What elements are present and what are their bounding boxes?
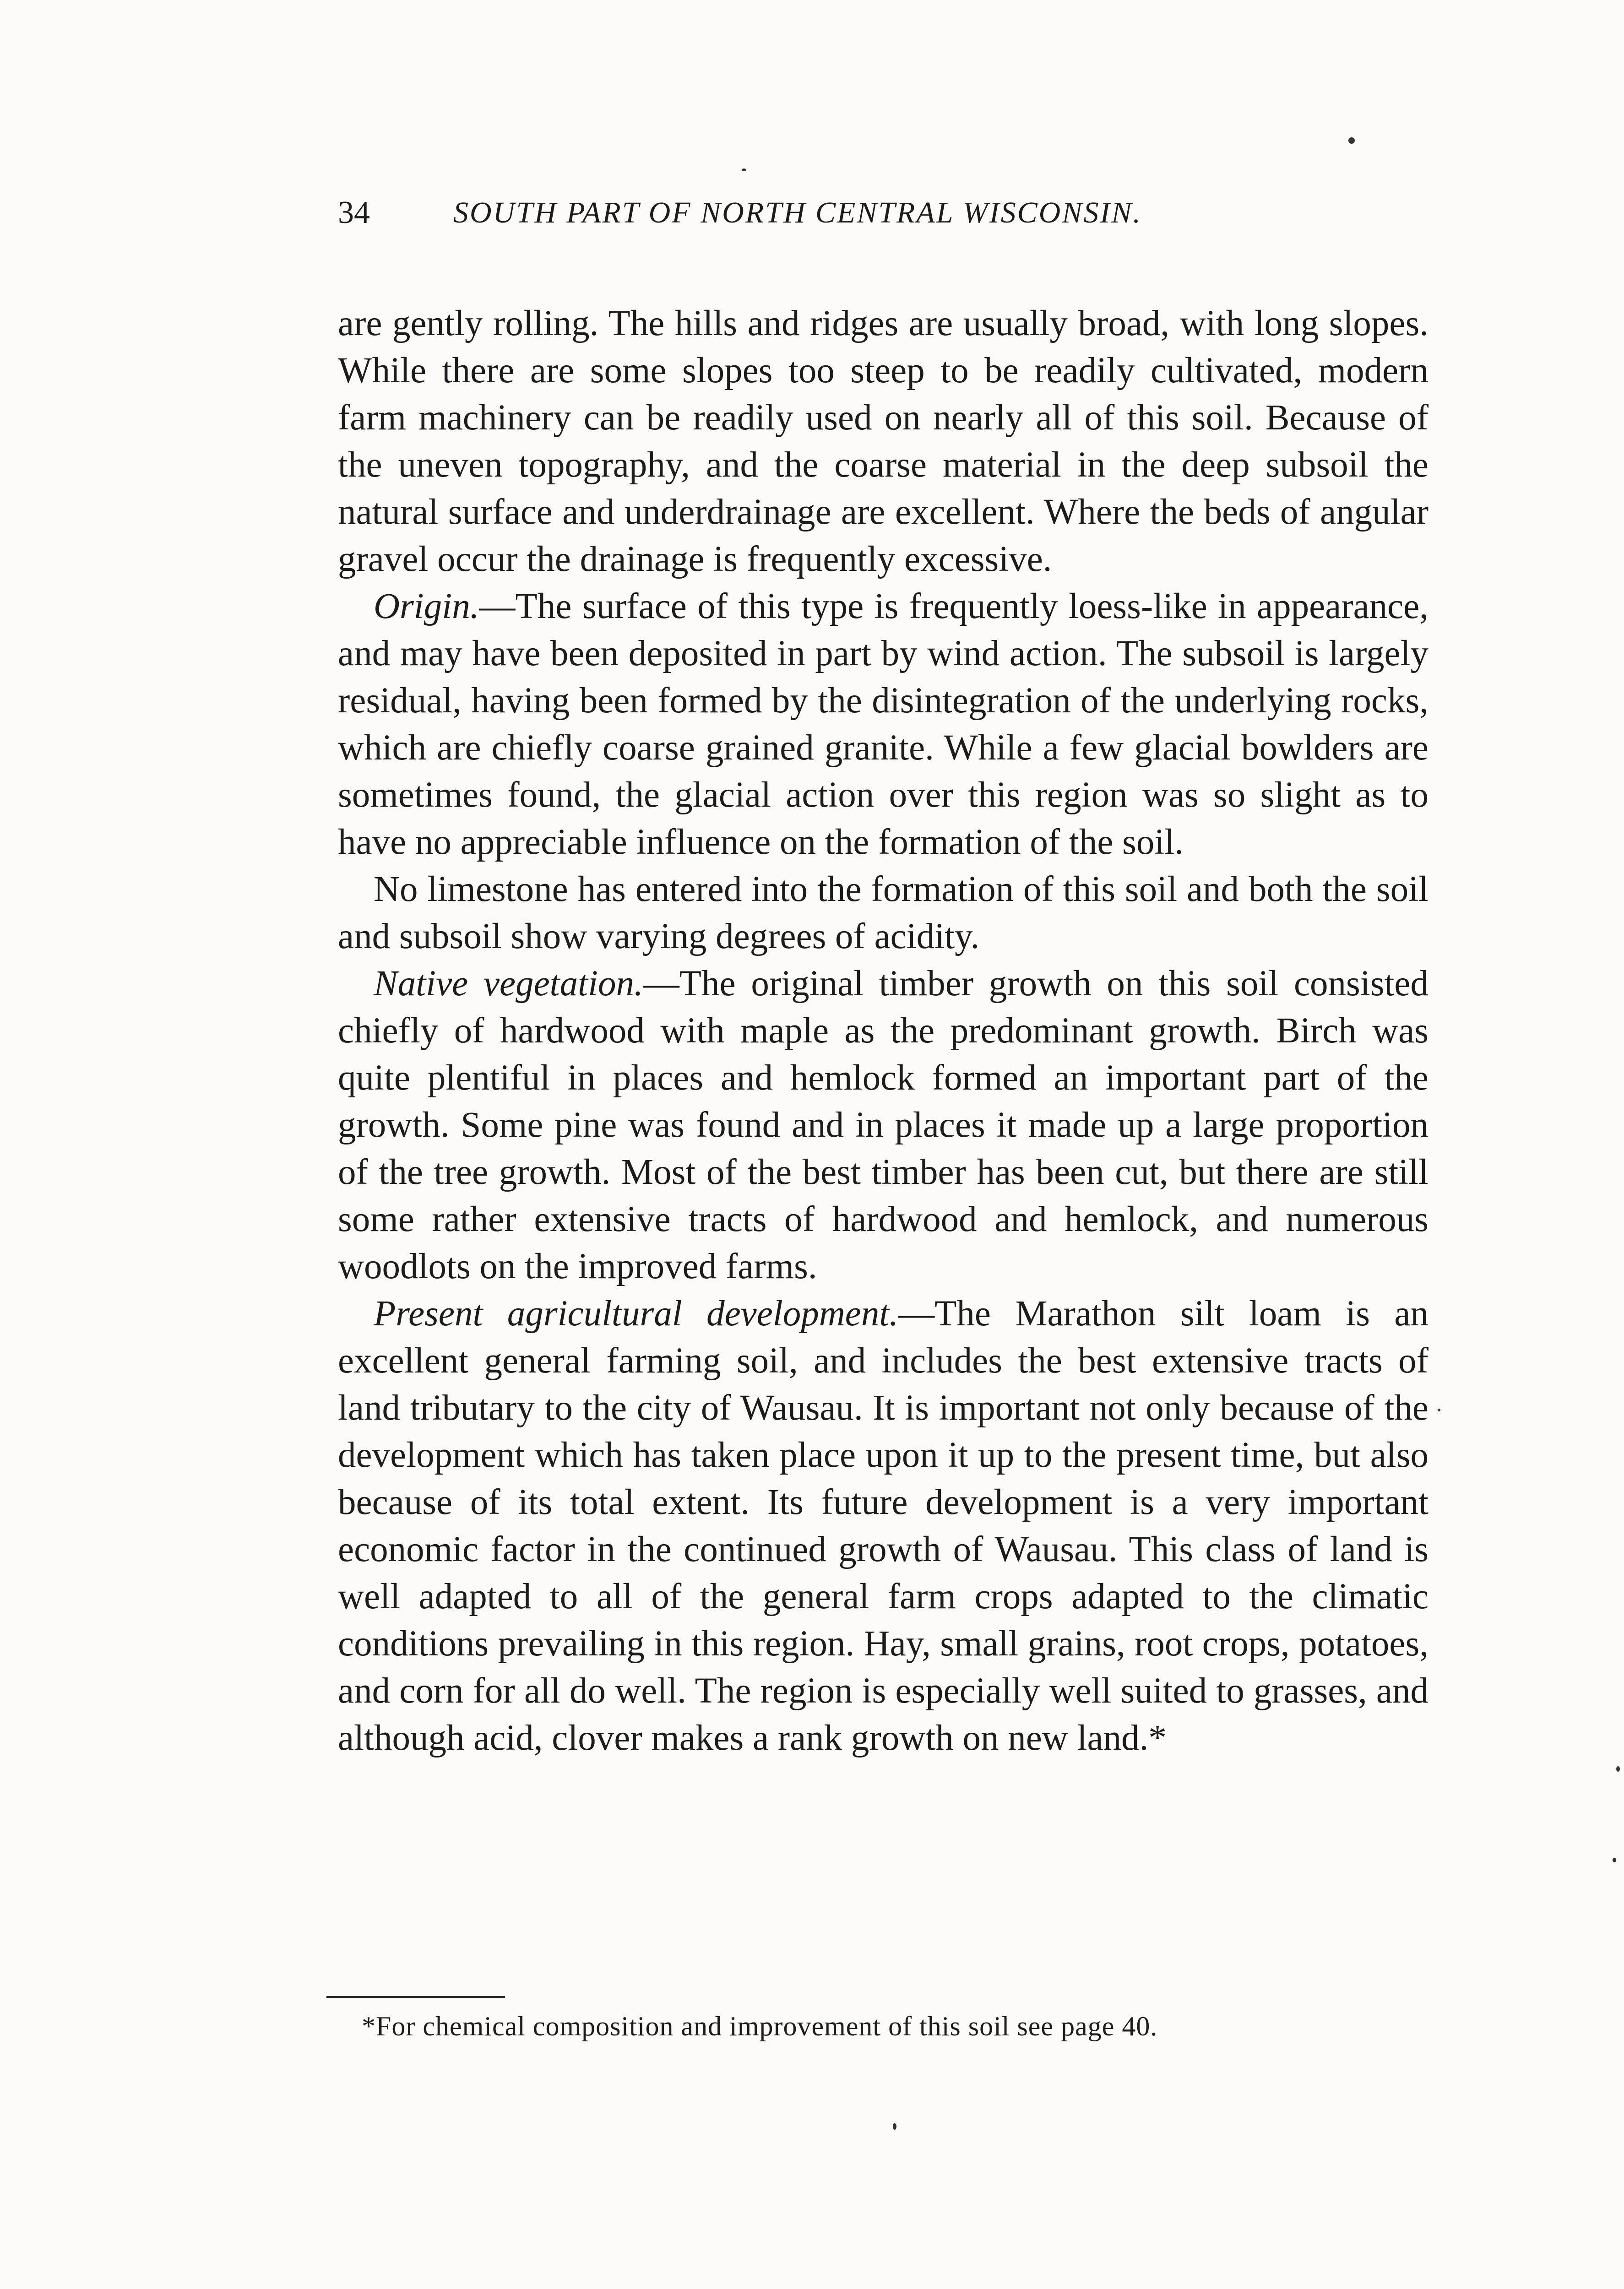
paragraph-text-agricultural-development: —The Marathon silt loam is an excellent general farming soil, and includes the best extensive tracts of land tributary to the city of Wausau. It is important not only because of the development which has taken place upon it up to the present time, but also because of its total extent. Its future development is a very important economic factor in the continued growth of Wausau. This class of land is well adapted to all of the general farm crops adapted to the climatic conditions prevailing in this region. Hay, small grains, root crops, potatoes, and corn for all do well. The region is especially well suited to grasses, and although acid, clover makes a rank growth on new land.*: [338, 1294, 1428, 1758]
running-title: SOUTH PART OF NORTH CENTRAL WISCONSIN.: [453, 196, 1142, 229]
paragraph-lead-native-vegetation: Native vegetation.: [374, 964, 643, 1003]
paragraph-origin: [338, 583, 1428, 866]
paragraph-limestone: No limestone has entered into the formation of this soil and both the soil and subsoil show varying degrees of acidity.: [338, 869, 1428, 956]
paragraph-text-origin: —The surface of this type is frequently loess-like in appearance, and may have been deposited in part by wind action. The subsoil is largely residual, having been formed by the disintegration of the underlying rocks, which are chiefly coarse grained granite. While a few glacial bowlders are sometimes found, the glacial action over this region was so slight as to have no appreciable influence on the formation of the soil.: [338, 586, 1428, 862]
paragraph-text-native-vegetation: —The original timber growth on this soil consisted chiefly of hardwood with maple as the predominant growth. Birch was quite plentiful in places and hemlock formed an important part of the growth. Some pine was found and in places it made up a large proportion of the tree growth. Most of the best timber has been cut, but there are still some rather extensive tracts of hardwood and hemlock, and numerous woodlots on the improved farms.: [338, 964, 1428, 1286]
body-text: [338, 300, 1428, 1762]
page-number: 34: [338, 195, 370, 230]
scan-speck: [1438, 1409, 1440, 1411]
scan-speck: [1613, 1858, 1616, 1862]
paragraph-native-vegetation: [338, 960, 1428, 1290]
paragraph-lead-origin: Origin.: [374, 586, 479, 626]
paragraph-agricultural-development: [338, 1290, 1428, 1762]
scan-speck: [1348, 137, 1355, 144]
scan-speck: [893, 2123, 896, 2130]
scan-speck: [1616, 1766, 1620, 1772]
paragraph-lead-agricultural-development: Present agricultural development.: [374, 1294, 899, 1334]
footnote-rule: [326, 1996, 505, 1998]
scan-speck: [742, 168, 746, 171]
paragraph-continued: are gently rolling. The hills and ridges are usually broad, with long slopes. While there are some slopes too steep to be readily cultivated, modern farm machinery can be readily used on nearly all of this soil. Because of the uneven topography, and the coarse material in the deep subsoil the natural surface and underdrainage are excellent. Where the beds of angular gravel occur the drainage is frequently excessive.: [338, 304, 1428, 579]
footnote: *For chemical composition and improvement of this soil see page 40.: [362, 2011, 1158, 2041]
